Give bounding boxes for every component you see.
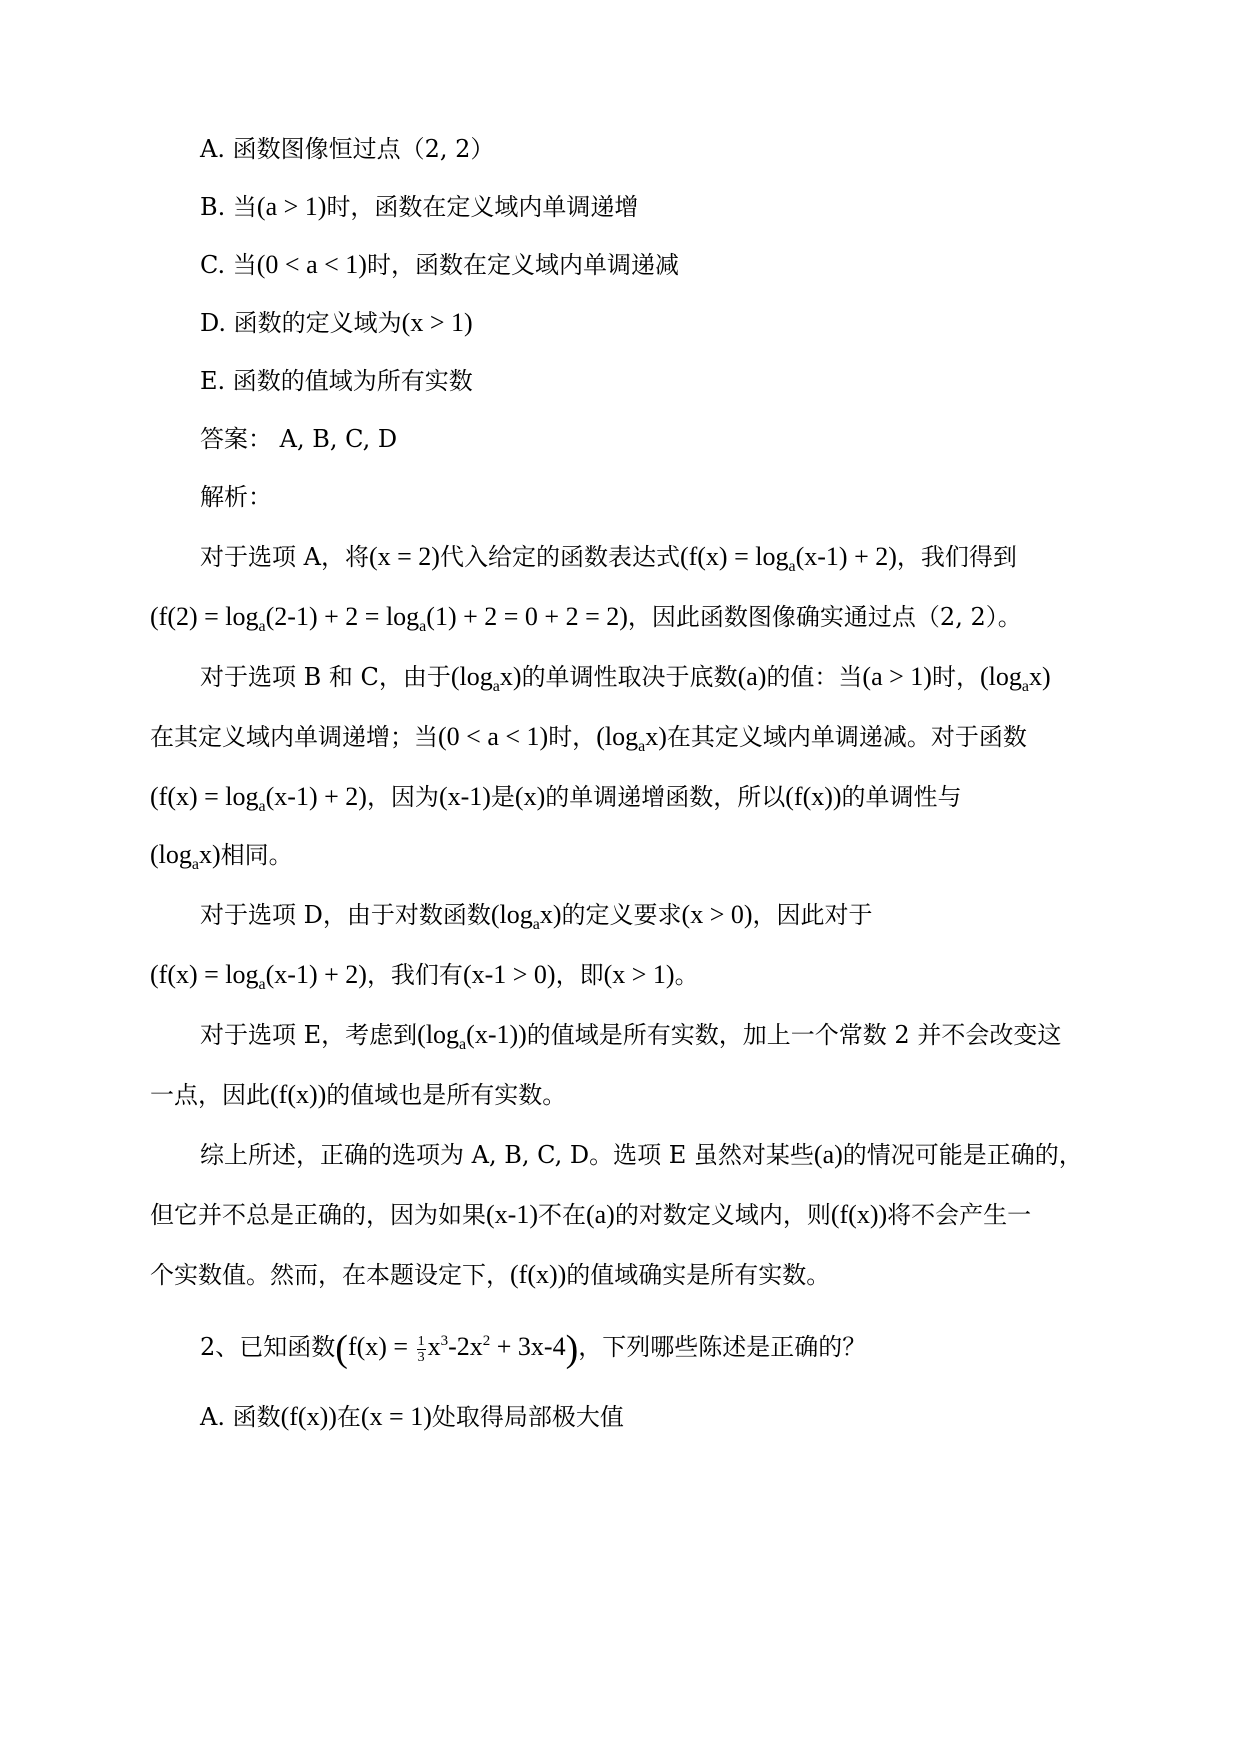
analysis-p2-line1: 对于选项 B 和 C，由于$(\log_ax)$的单调性取决于底数(a)的值：当(a > 1)时，$(\log_ax)$ [200,662,1051,695]
analysis-p5-line1: 综上所述，正确的选项为 A, B, C, D。选项 E 虽然对某些(a)的情况可能是正确的， [200,1140,1083,1169]
analysis-p1-line1: 对于选项 A，将(x = 2)代入给定的函数表达式$(f(x) = \log_a(x-1) + 2)$，我们得到 [200,542,1017,575]
option-e: E. 函数的值域为所有实数 [200,367,473,395]
analysis-p4-line2: 一点，因此(f(x))的值域也是所有实数。 [150,1080,567,1109]
option-b: B. 当(a > 1)时，函数在定义域内单调递增 [200,192,639,221]
question-2-stem: 2、已知函数(f(x) = $\frac{1}{3}$ $x^3-2x^2 + 3x-4$)，下列哪些陈述是正确的？ [200,1328,867,1370]
fraction-one-third: $\frac{1}{3}$ [417,1333,425,1365]
analysis-p5-line3: 个实数值。然而，在本题设定下，(f(x))的值域确实是所有实数。 [150,1260,831,1289]
analysis-p3-line1: 对于选项 D，由于对数函数$(\log_ax)$的定义要求(x > 0)，因此对于 [200,900,873,933]
analysis-p2-line2: 在其定义域内单调递增；当(0 < a < 1)时，$(\log_ax)$在其定义域内单调递减。对于函数 [150,722,1027,755]
option-d: D. 函数的定义域为(x > 1) [200,308,473,337]
analysis-p2-line3: $(f(x) = \log_a(x-1) + 2)$，因为(x-1)是(x)的单调递增函数，所以(f(x))的单调性与 [150,782,962,815]
analysis-p1-line2: $(f(2) = \log_a(2-1) + 2 = \log_a(1) + 2 = 0 + 2 = 2)$，因此函数图像确实通过点（2, 2）。 [150,602,1022,635]
answer-line: 答案： A, B, C, D [200,425,398,453]
option-a: A. 函数图像恒过点（2, 2） [200,135,495,163]
question-2-option-a: A. 函数(f(x))在(x = 1)处取得局部极大值 [200,1402,624,1431]
analysis-p5-line2: 但它并不总是正确的，因为如果(x-1)不在(a)的对数定义域内，则(f(x))将不会产生一 [150,1200,1032,1229]
analysis-title: 解析： [200,483,272,511]
analysis-p2-line4: $(\log_ax)$相同。 [150,840,293,873]
option-c: C. 当(0 < a < 1)时，函数在定义域内单调递减 [200,250,679,279]
analysis-p4-line1: 对于选项 E，考虑到$(\log_a(x-1))$的值域是所有实数，加上一个常数 2 并不会改变这 [200,1020,1062,1053]
analysis-p3-line2: $(f(x) = \log_a(x-1) + 2)$，我们有(x-1 > 0)，即(x > 1)。 [150,960,699,993]
